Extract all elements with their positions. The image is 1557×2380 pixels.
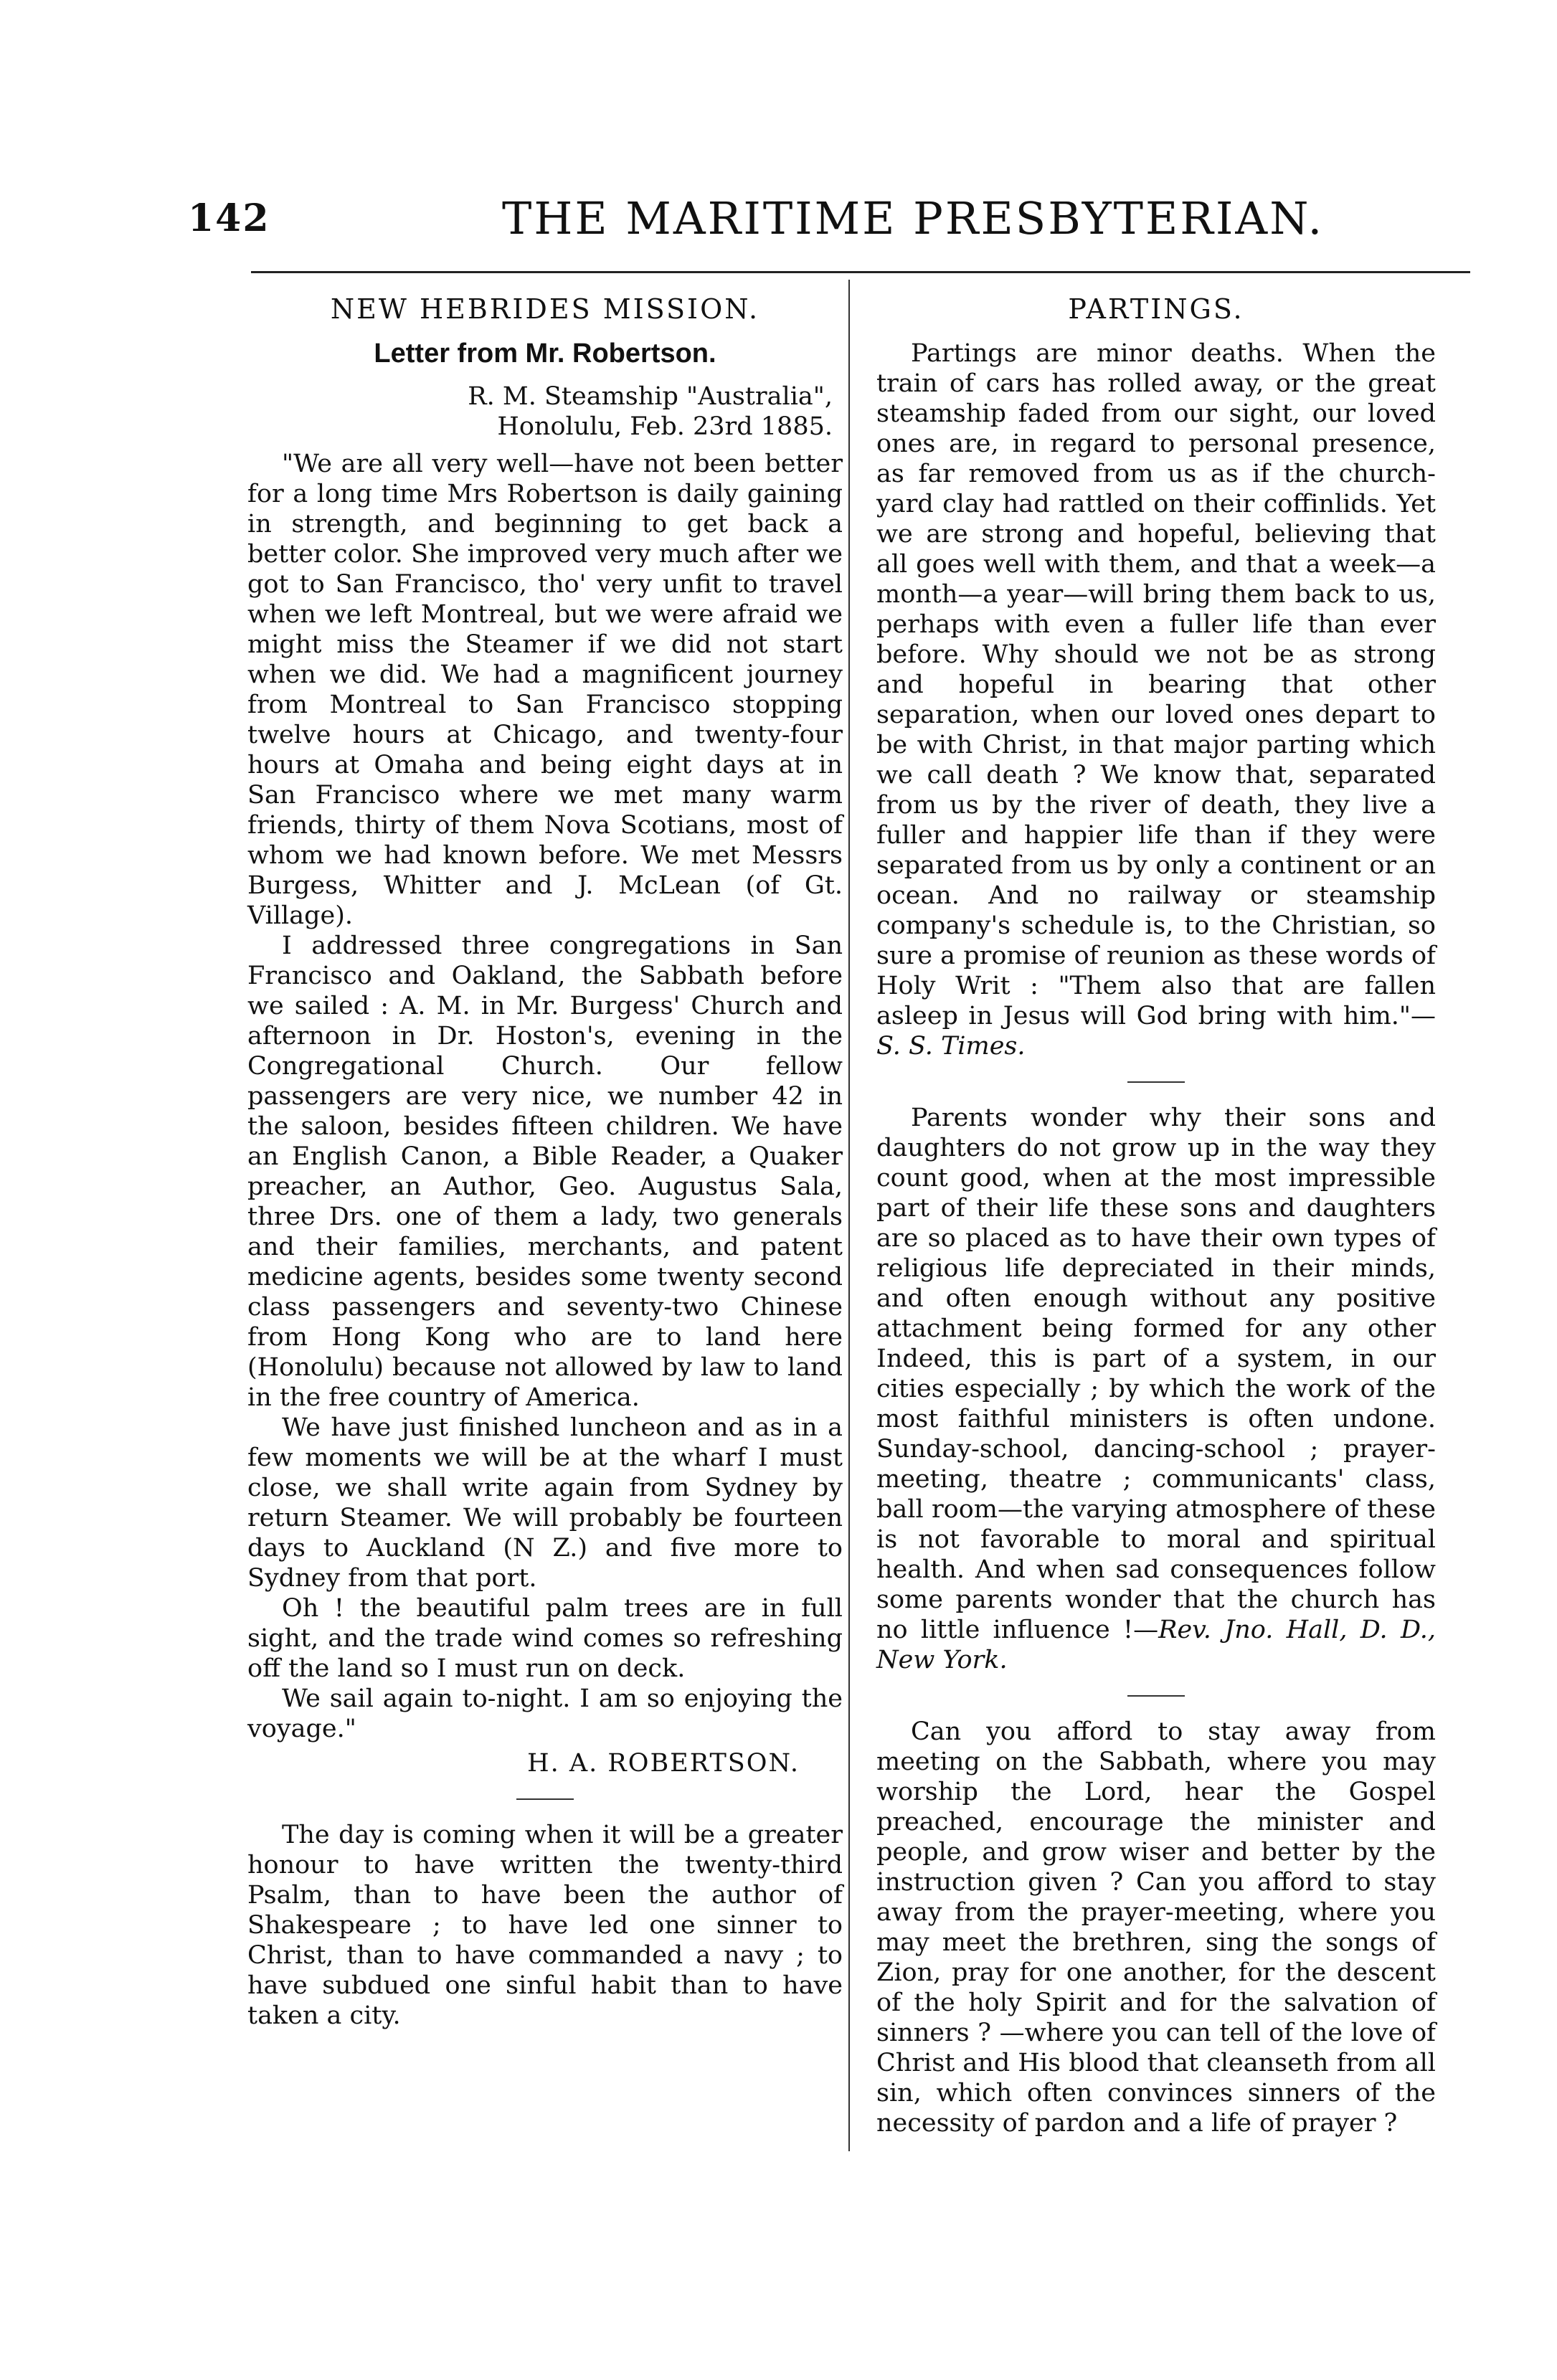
letter-paragraph: I addressed three congregations in San Francisco and Oakland, the Sabbath before we sailed : A. M. in Mr. Burgess' Church and afternoon in Dr. Hoston's, evening in the Congregational Church. Our fellow passengers are very nice, we number 42 in the saloon, besides fifteen children. We have an English Canon, a Bible Reader, a Quaker preacher, an Author, Geo. Augustus Sala, three Drs. one of them a lady, two generals and their families, merchants, and patent medicine agents, besides some twenty second class passengers and seventy-two Chinese from Hong Kong who are to land here (Honolulu) because not allowed by law to land in the free country of America. <box>247 931 843 1412</box>
article-title: NEW HEBRIDES MISSION. <box>330 293 760 325</box>
letter-paragraph: We sail again to-night. I am so enjoying the voyage." <box>247 1684 843 1743</box>
running-title: THE MARITIME PRESBYTERIAN. <box>502 192 1325 245</box>
section-separator <box>516 1798 574 1800</box>
article-subtitle: Letter from Mr. Robertson. <box>374 338 716 369</box>
parents-source: Rev. Jno. Hall, D. D., New York. <box>876 1616 1437 1674</box>
parents-text: Parents wonder why their sons and daughters do not grow up in the way they count good, when at the most impressible part of their life these sons and daughters are so placed as to have their own types of religious life depreciated in their minds, and often enough without any positive attachment being formed for any other Indeed, this is part of a system, in our cities especially ; by which the work of the most faithful ministers is often undone. Sunday-school, dancing-school ; prayer-meeting, theatre ; communicants' class, ball room—the varying atmosphere of these is not favorable to moral and spiritual health. And when sad consequences follow some parents wonder that the church has no little influence !— <box>876 1104 1436 1644</box>
left-column <box>247 294 843 2031</box>
header-rule <box>251 271 1470 273</box>
parents-paragraph <box>876 1103 1436 1675</box>
letter-paragraph: "We are all very well—have not been better for a long time Mrs Robertson is daily gaining in strength, and beginning to get back a better color. She improved very much after we got to San Francisco, tho' very unfit to travel when we left Montreal, but we were afraid we might miss the Steamer if we did not start when we did. We had a magnificent journey from Montreal to San Francisco stopping twelve hours at Chicago, and twenty-four hours at Omaha and being eight days at in San Francisco where we met many warm friends, thirty of them Nova Scotians, most of whom we had known before. We met Messrs Burgess, Whitter and J. McLean (of Gt. Village). <box>247 450 843 930</box>
letter-signature: H. A. ROBERTSON. <box>527 1749 800 1778</box>
dateline-line-1: R. M. Steamship "Australia", <box>468 382 833 411</box>
letter-paragraph: Oh ! the beautiful palm trees are in full sight, and the trade wind comes so refreshing off the land so I must run on deck. <box>247 1594 843 1683</box>
partings-source: S. S. Times. <box>876 1032 1026 1061</box>
letter-paragraph: We have just finished luncheon and as in a few moments we will be at the wharf I must close, we shall write again from Sydney by return Steamer. We will probably be fourteen days to Auckland (N Z.) and five more to Sydney from that port. <box>247 1413 843 1593</box>
partings-title: PARTINGS. <box>1068 293 1244 325</box>
column-divider <box>848 280 850 2151</box>
sabbath-paragraph: Can you afford to stay away from meeting on the Sabbath, where you may worship the Lord, hear the Gospel preached, encourage the minister and people, and grow wiser and better by the instruction given ? Can you afford to stay away from the prayer-meeting, where you may meet the brethren, sing the songs of Zion, pray for one another, for the descent of the holy Spirit and for the salvation of sinners ? —where you can tell of the love of Christ and His blood that cleanseth from all sin, which often convinces sinners of the necessity of pardon and a life of prayer ? <box>876 1717 1436 2138</box>
section-separator <box>1127 1081 1185 1083</box>
closing-paragraph: The day is coming when it will be a greater honour to have written the twenty-third Psalm, than to have been the author of Shakespeare ; to have led one sinner to Christ, than to have commanded a navy ; to have subdued one sinful habit than to have taken a city. <box>247 1821 843 2030</box>
right-column <box>876 294 1436 2138</box>
partings-paragraph <box>876 338 1436 1061</box>
section-separator <box>1127 1695 1185 1697</box>
page-header <box>0 192 1557 257</box>
partings-text: Partings are minor deaths. When the train of cars has rolled away, or the great steamship faded from our sight, our loved ones are, in regard to personal presence, as far removed from us as if the church-yard clay had rattled on their coffinlids. Yet we are strong and hopeful, believing that all goes well with them, and that a week—a month—a year—will bring them back to us, perhaps with even a fuller life than ever before. Why should we not be as strong and hopeful in bearing that other separation, when our loved ones depart to be with Christ, in that major parting which we call death ? We know that, separated from us by the river of death, they live a fuller and happier life than if they were separated from us by only a continent or an ocean. And no railway or steamship company's schedule is, to the Christian, so sure a promise of reunion as these words of Holy Writ : "Them also that are fallen asleep in Jesus will God bring with him."— <box>876 339 1436 1030</box>
page-number: 142 <box>188 196 270 240</box>
dateline-line-2: Honolulu, Feb. 23rd 1885. <box>497 412 833 441</box>
